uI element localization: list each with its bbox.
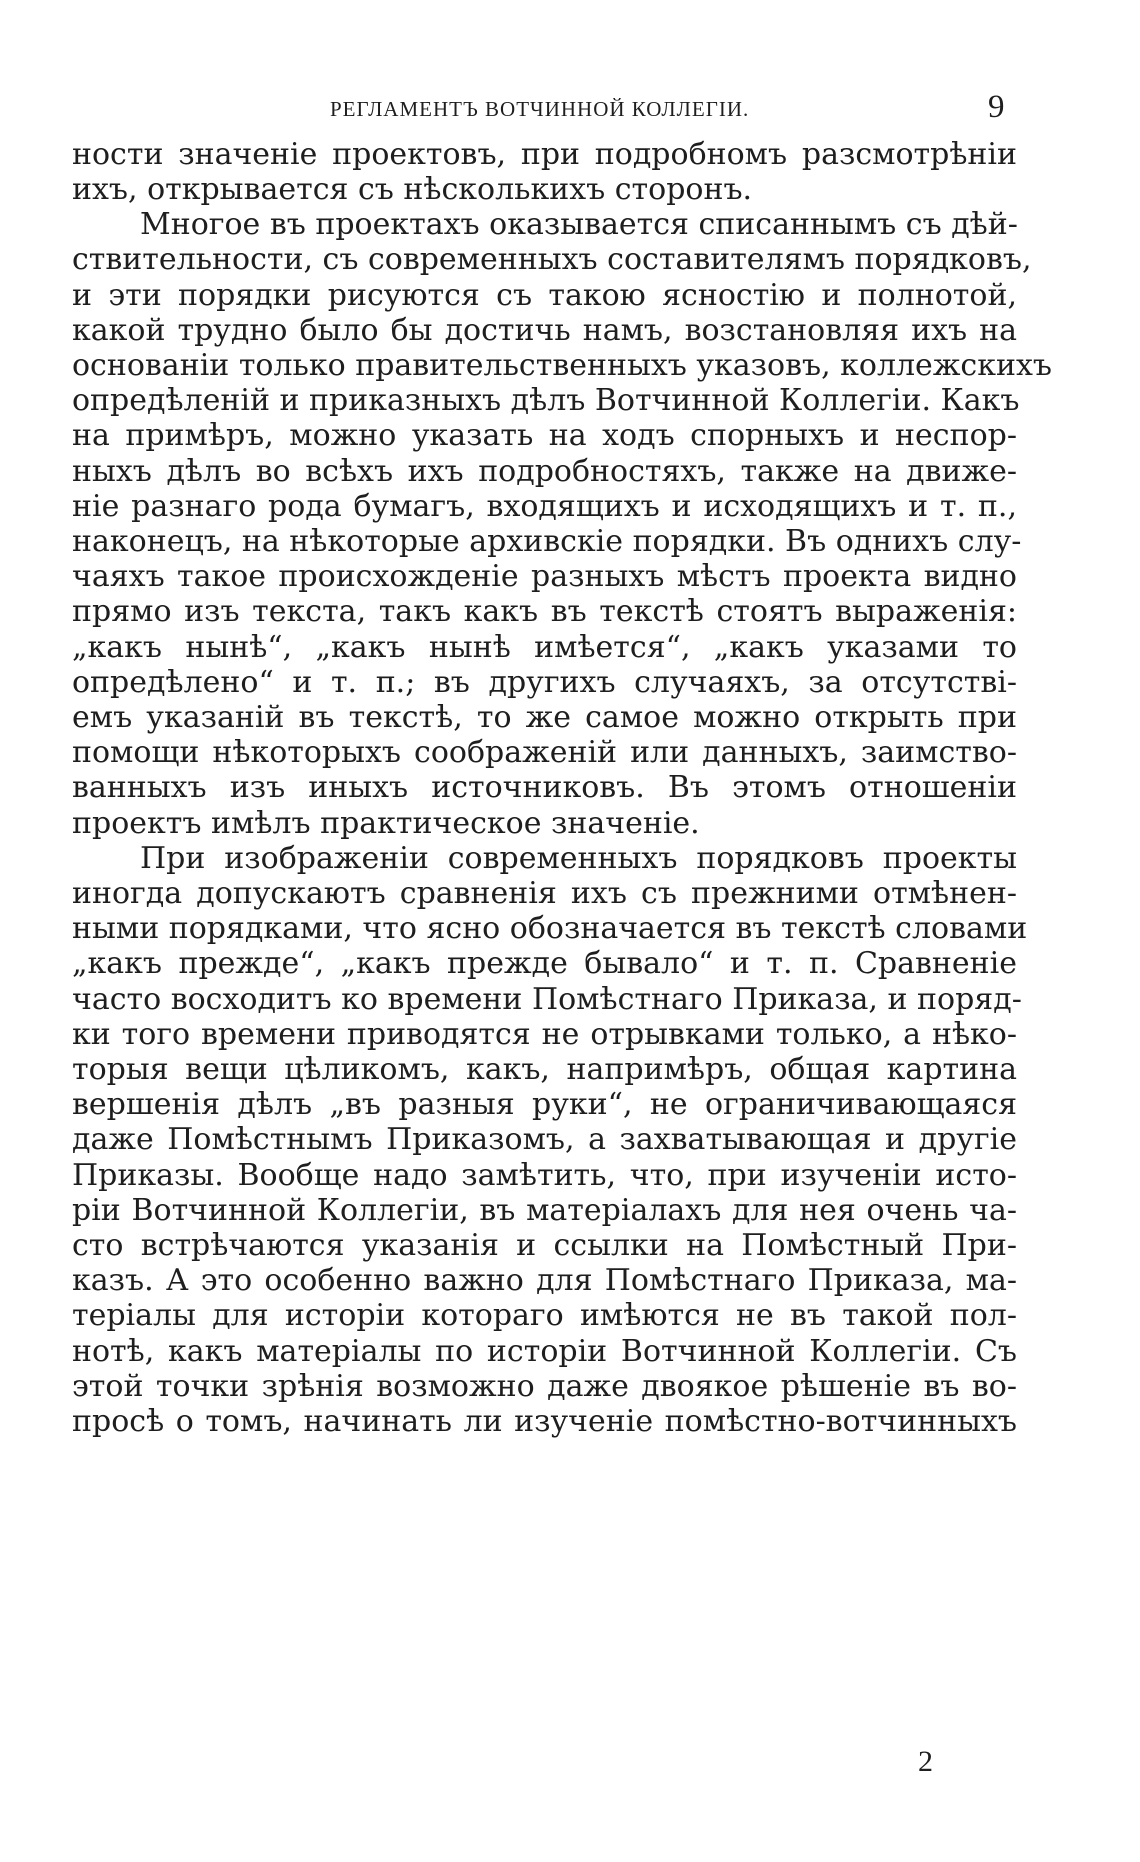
text-line: проектъ имѣлъ практическое значеніе.	[72, 806, 700, 841]
text-line: этой точки зрѣнія возможно даже двоякое рѣшеніе въ во-	[72, 1369, 1017, 1404]
text-line: ности значеніе проектовъ, при подробномъ разсмотрѣніи	[72, 137, 1017, 172]
text-line: какой трудно было бы достичь намъ, возстановляя ихъ на	[72, 313, 1017, 348]
text-line: чаяхъ такое происхожденіе разныхъ мѣстъ проекта видно	[72, 559, 1017, 594]
text-line: наконецъ, на нѣкоторые архивскіе порядки. Въ однихъ слу-	[72, 524, 1022, 559]
text-line: основаніи только правительственныхъ указовъ, коллежскихъ	[72, 348, 1052, 383]
text-line: сто встрѣчаются указанія и ссылки на Помѣстный При-	[72, 1228, 1017, 1263]
page-number: 9	[988, 89, 1005, 125]
text-line: опредѣлено“ и т. п.; въ другихъ случаяхъ, за отсутстві-	[72, 665, 1017, 700]
text-line: на примѣръ, можно указать на ходъ спорныхъ и неспор-	[72, 418, 1017, 453]
text-line: ріи Вотчинной Коллегіи, въ матеріалахъ для нея очень ча-	[72, 1193, 1017, 1228]
text-line: помощи нѣкоторыхъ соображеній или данныхъ, заимство-	[72, 735, 1017, 770]
text-line: нотѣ, какъ матеріалы по исторіи Вотчинной Коллегіи. Съ	[72, 1334, 1017, 1369]
text-line: ными порядками, что ясно обозначается въ текстѣ словами	[72, 911, 1028, 946]
text-line: ихъ, открывается съ нѣсколькихъ сторонъ.	[72, 172, 753, 207]
text-line: ванныхъ изъ иныхъ источниковъ. Въ этомъ отношеніи	[72, 770, 1017, 805]
text-line: и эти порядки рисуются съ такою ясностію и полнотой,	[72, 278, 1017, 313]
text-line: При изображеніи современныхъ порядковъ проекты	[140, 841, 1017, 876]
text-line: Многое въ проектахъ оказывается списаннымъ съ дѣй-	[140, 207, 1018, 242]
text-line: емъ указаній въ текстѣ, то же самое можно открыть при	[72, 700, 1017, 735]
text-line: теріалы для исторіи котораго имѣются не въ такой пол-	[72, 1298, 1017, 1333]
text-line: ныхъ дѣлъ во всѣхъ ихъ подробностяхъ, также на движе-	[72, 454, 1017, 489]
text-line: Приказы. Вообще надо замѣтить, что, при изученіи исто-	[72, 1158, 1017, 1193]
text-line: ки того времени приводятся не отрывками только, а нѣко-	[72, 1017, 1017, 1052]
text-line: казъ. А это особенно важно для Помѣстнаго Приказа, ма-	[72, 1263, 1017, 1298]
running-title: РЕГЛАМЕНТЪ ВОТЧИННОЙ КОЛЛЕГІИ.	[330, 97, 750, 121]
text-line: „какъ нынѣ“, „какъ нынѣ имѣется“, „какъ указами то	[72, 630, 1017, 665]
text-line: опредѣленій и приказныхъ дѣлъ Вотчинной Коллегіи. Какъ	[72, 383, 1020, 418]
text-line: часто восходитъ ко времени Помѣстнаго Приказа, и поряд-	[72, 982, 1022, 1017]
text-line: торыя вещи цѣликомъ, какъ, напримѣръ, общая картина	[72, 1052, 1017, 1087]
text-line: просѣ о томъ, начинать ли изученіе помѣстно-вотчинныхъ	[72, 1404, 1017, 1439]
text-line: ніе разнаго рода бумагъ, входящихъ и исходящихъ и т. п.,	[72, 489, 1017, 524]
text-line: даже Помѣстнымъ Приказомъ, а захватывающая и другіе	[72, 1122, 1017, 1157]
text-line: „какъ прежде“, „какъ прежде бывало“ и т. п. Сравненіе	[72, 946, 1017, 981]
text-line: прямо изъ текста, такъ какъ въ текстѣ стоятъ выраженія:	[72, 594, 1017, 629]
signature-mark: 2	[918, 1745, 933, 1778]
text-line: вершенія дѣлъ „въ разныя руки“, не ограничивающаяся	[72, 1087, 1017, 1122]
text-line: ствительности, съ современныхъ составителямъ порядковъ,	[72, 242, 1032, 277]
text-line: иногда допускаютъ сравненія ихъ съ прежними отмѣнен-	[72, 876, 1017, 911]
